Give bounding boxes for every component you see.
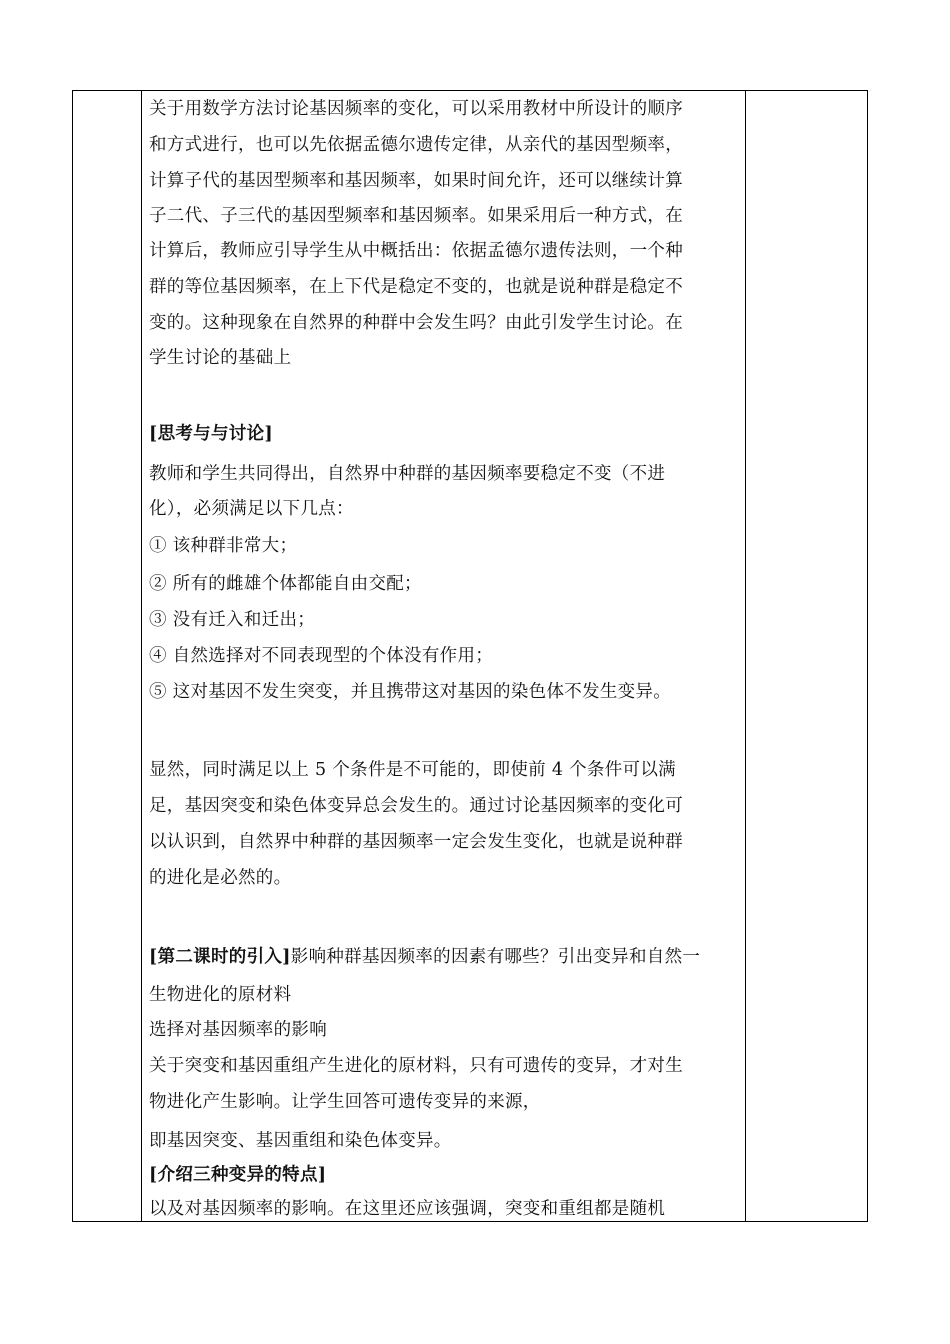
- text-line: 显然，同时满足以上 5 个条件是不可能的，即使前 4 个条件可以满: [149, 760, 676, 780]
- text-line: 化），必须满足以下几点：: [149, 499, 354, 519]
- text-line: 学生讨论的基础上: [149, 348, 292, 368]
- section-heading-discussion: [思考与与讨论]: [149, 424, 273, 444]
- text-line: 的进化是必然的。: [149, 868, 292, 888]
- condition-item: ③ 没有迁入和迁出；: [149, 610, 316, 630]
- lesson2-intro-text: 影响种群基因频率的因素有哪些？引出变异和自然一: [290, 947, 701, 967]
- text-line: 即基因突变、基因重组和染色体变异。: [149, 1131, 452, 1151]
- text-line: 关于突变和基因重组产生进化的原材料，只有可遗传的变异，才对生: [149, 1056, 683, 1076]
- text-line: 和方式进行，也可以先依据孟德尔遗传定律，从亲代的基因型频率，: [149, 135, 683, 155]
- condition-item: ① 该种群非常大；: [149, 536, 298, 556]
- section-heading-lesson2: [第二课时的引入]: [149, 947, 291, 967]
- section-heading-variation: [介绍三种变异的特点]: [149, 1165, 327, 1185]
- table-divider-left: [141, 91, 142, 1221]
- condition-item: ② 所有的雌雄个体都能自由交配；: [149, 574, 422, 594]
- text-line: 关于用数学方法讨论基因频率的变化，可以采用教材中所设计的顺序: [149, 99, 683, 119]
- lesson2-intro-line: [149, 943, 700, 968]
- text-line: 计算子代的基因型频率和基因频率，如果时间允许，还可以继续计算: [149, 171, 683, 191]
- text-line: 选择对基因频率的影响: [149, 1020, 327, 1040]
- content-cell: [149, 91, 739, 1221]
- text-line: 变的。这种现象在自然界的种群中会发生吗？由此引发学生讨论。在: [149, 313, 683, 333]
- text-line: 以认识到，自然界中种群的基因频率一定会发生变化，也就是说种群: [149, 832, 683, 852]
- text-line: 物进化产生影响。让学生回答可遗传变异的来源，: [149, 1092, 541, 1112]
- text-line: 子二代、子三代的基因型频率和基因频率。如果采用后一种方式，在: [149, 206, 683, 226]
- text-line: 生物进化的原材料: [149, 985, 292, 1005]
- text-line: 群的等位基因频率，在上下代是稳定不变的，也就是说种群是稳定不: [149, 277, 683, 297]
- text-line: 足，基因突变和染色体变异总会发生的。通过讨论基因频率的变化可: [149, 796, 683, 816]
- text-line: 以及对基因频率的影响。在这里还应该强调，突变和重组都是随机: [149, 1199, 666, 1219]
- text-line: 教师和学生共同得出，自然界中种群的基因频率要稳定不变（不进: [149, 464, 666, 484]
- lesson-table: [72, 90, 868, 1222]
- table-divider-right: [745, 91, 746, 1221]
- condition-item: ⑤ 这对基因不发生突变，并且携带这对基因的染色体不发生变异。: [149, 682, 672, 702]
- text-line: 计算后，教师应引导学生从中概括出：依据孟德尔遗传法则，一个种: [149, 241, 683, 261]
- condition-item: ④ 自然选择对不同表现型的个体没有作用；: [149, 646, 494, 666]
